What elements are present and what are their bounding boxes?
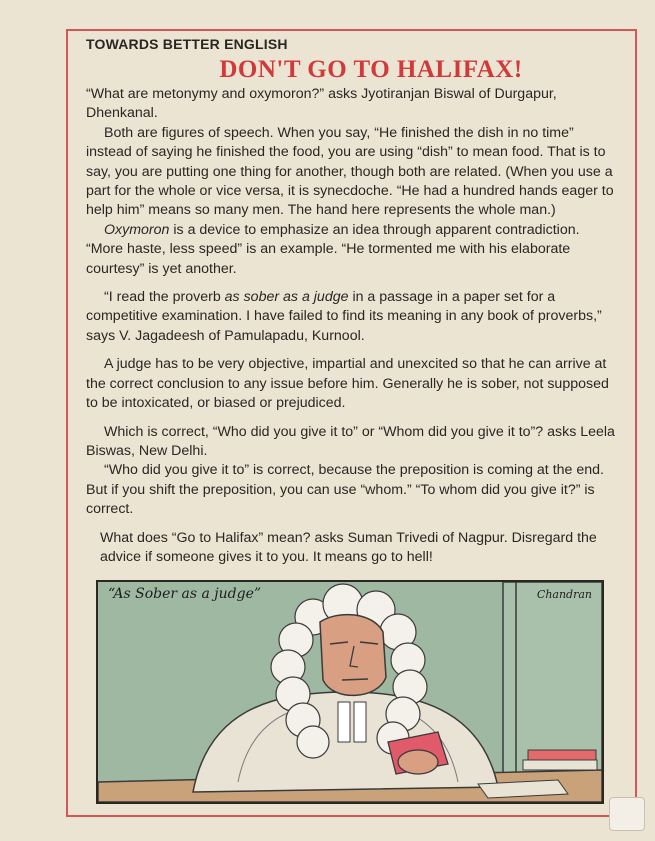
paragraph-answer-1: Both are figures of speech. When you say, “He finished the dish in no time” instead of saying he finished the food, you are using “dish” to mean food. That is to say, you are putting one thing for another, though both are related. (When you use a part for the whole or vice versa, it is synecdoche. “He had a hundred hands eager to help him” means so many men. The hand here represents the whole man.) — [86, 124, 614, 219]
paragraph-answer-2: A judge has to be very objective, impartial and unexcited so that he can arrive at the correct conclusion to any issue before him. Generally he is sober, not supposed to be intoxicated, or biased or prejudiced. — [86, 356, 609, 412]
article-title: DON'T GO TO HALIFAX! — [219, 56, 523, 83]
paragraph-oxymoron — [86, 221, 616, 279]
artist-signature: Chandran — [536, 588, 592, 601]
paragraph-question-4: What does “Go to Halifax” mean? asks Suman Trivedi of Nagpur. Disregard the advice if someone gives it to you. It means go to hell! — [100, 529, 597, 565]
paragraph-question-2 — [86, 288, 616, 346]
question-2-start: “I read the proverb — [104, 289, 225, 306]
judge-illustration — [98, 582, 602, 802]
judge-cartoon — [96, 580, 604, 804]
paragraph-answer-3: “Who did you give it to” is correct, because the preposition is coming at the end. But if you shift the preposition, you can use “whom.” “To whom did you give it?” is correct. — [86, 462, 604, 518]
oxymoron-term: Oxymoron — [104, 221, 170, 238]
library-stamp-icon — [609, 797, 645, 831]
oxymoron-text: is a device to emphasize an idea through apparent contradiction. “More haste, less speed” is an example. “He tormented me with his elaborate courtesy” is yet another. — [86, 221, 580, 277]
proverb-italic: as sober as a judge — [224, 289, 349, 306]
question-2-end: in a passage in a paper set for a competitive examination. I have failed to find its meaning in any book of proverbs,” says V. Jagadeesh of Pamulapadu, Kurnool. — [86, 289, 602, 344]
section-label: TOWARDS BETTER ENGLISH — [86, 36, 288, 52]
paragraph-question-1: “What are metonymy and oxymoron?” asks Jyotiranjan Biswal of Durgapur, Dhenkanal. — [86, 86, 557, 122]
cartoon-caption: “As Sober as a judge” — [108, 586, 262, 602]
paragraph-question-3: Which is correct, “Who did you give it to” or “Whom did you give it to”? asks Leela Biswas, New Delhi. — [86, 423, 615, 459]
article — [86, 33, 616, 567]
